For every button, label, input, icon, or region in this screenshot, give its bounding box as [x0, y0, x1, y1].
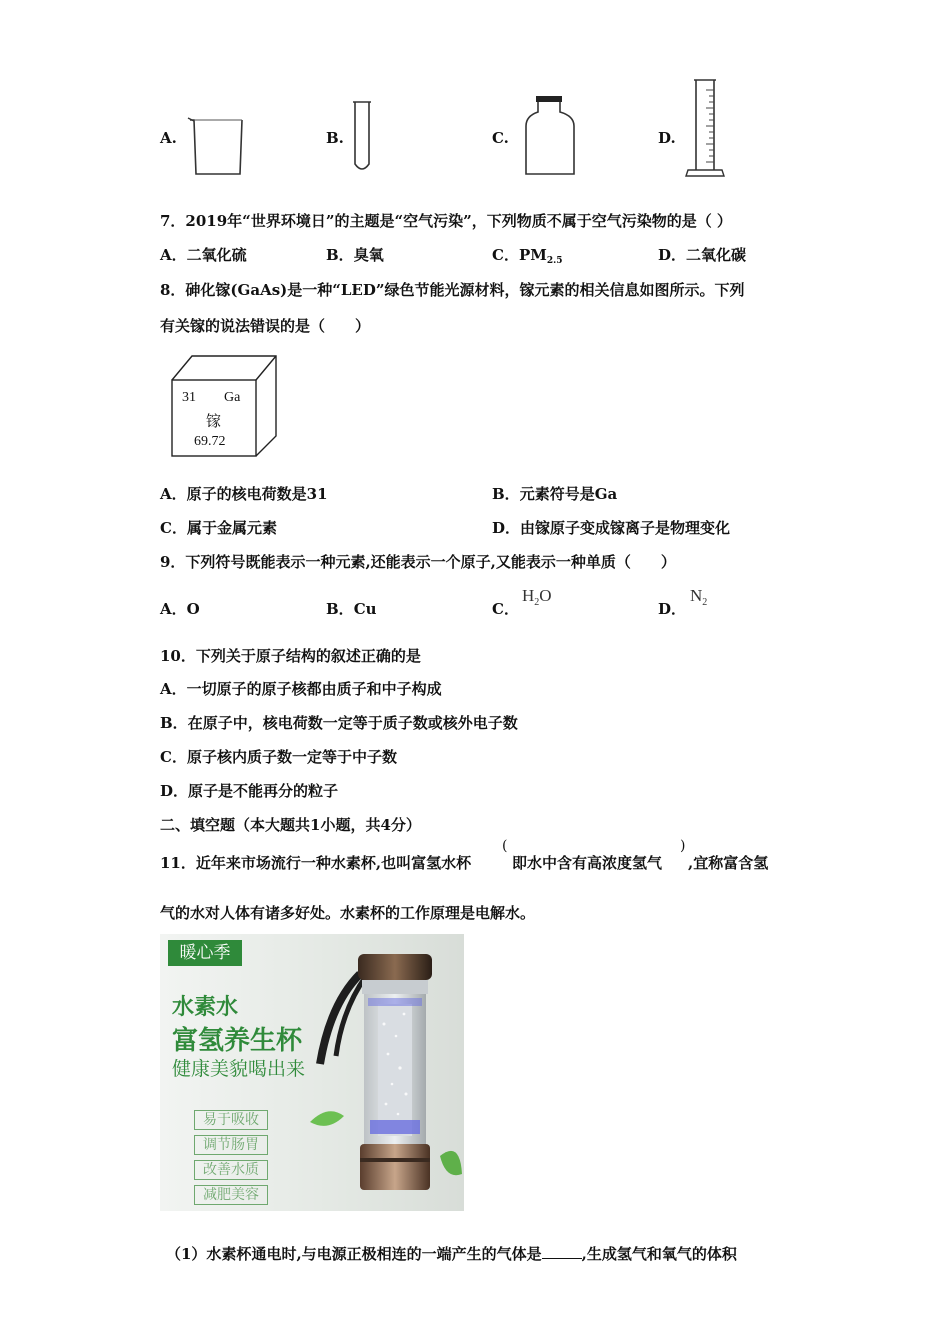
- option-text: 二氧化硫: [186, 246, 247, 264]
- q6-option-c-label[interactable]: C.: [492, 129, 509, 147]
- q10-option-b[interactable]: [160, 713, 518, 733]
- option-text: 属于金属元素: [186, 519, 277, 537]
- option-label: D．: [492, 519, 521, 537]
- hydrogen-cup-promo-image: [160, 934, 464, 1211]
- option-label: C．: [160, 519, 187, 537]
- graduated-cylinder-icon: [684, 76, 728, 180]
- q7-stem: 7．2019年“世界环境日”的主题是“空气污染”，下列物质不属于空气污染物的是（ ）: [160, 212, 732, 230]
- atomic-mass: 69.72: [194, 434, 226, 449]
- option-label: B．: [160, 714, 188, 732]
- option-label: B．: [492, 485, 520, 503]
- promo-title-3: 健康美貌喝出来: [172, 1058, 306, 1080]
- q7-option-d[interactable]: [658, 245, 746, 265]
- option-subscript: 2.5: [546, 256, 563, 266]
- q11-line1-b: 即水中含有高浓度氢气: [512, 854, 663, 872]
- q11-paren-close: ): [680, 838, 686, 854]
- option-label: A．: [160, 600, 187, 618]
- option-label: C．: [160, 748, 187, 766]
- q11-line1-c: ,宜称富含氢: [688, 854, 769, 872]
- promo-title-1: 水素水: [172, 995, 239, 1020]
- q9-option-b[interactable]: [326, 599, 377, 619]
- option-text: 一切原子的原子核都由质子和中子构成: [186, 680, 442, 698]
- q9-option-c[interactable]: [492, 599, 519, 619]
- q11-line2: 气的水对人体有诸多好处。水素杯的工作原理是电解水。: [160, 904, 536, 922]
- q9-option-c-formula: [522, 586, 552, 608]
- option-text: 二氧化碳: [686, 246, 747, 264]
- option-text: Cu: [353, 600, 377, 618]
- q7-option-c[interactable]: [492, 245, 563, 271]
- promo-badge: 暖心季: [168, 940, 242, 966]
- q11-paren-open: (: [502, 838, 508, 854]
- promo-title-2: 富氢养生杯: [172, 1026, 303, 1056]
- q9-option-d-formula: [690, 586, 707, 608]
- option-text: 臭氧: [353, 246, 384, 264]
- q10-option-c[interactable]: [160, 747, 397, 767]
- option-label: B．: [326, 246, 354, 264]
- q9-option-a[interactable]: [160, 599, 200, 619]
- option-text: 原子是不能再分的粒子: [188, 782, 339, 800]
- q8-option-d[interactable]: [492, 518, 730, 538]
- option-text: 原子的核电荷数是31: [186, 485, 328, 503]
- formula-subscript: 2: [534, 597, 540, 608]
- q8-stem-line2: 有关镓的说法错误的是（ ）: [160, 317, 371, 335]
- promo-feature: 改善水质: [194, 1160, 268, 1180]
- option-label: A．: [160, 485, 187, 503]
- q8-option-a[interactable]: [160, 484, 328, 504]
- option-label: D．: [160, 782, 189, 800]
- test-tube-icon: [350, 98, 374, 176]
- option-text: O: [186, 600, 200, 618]
- q6-option-d-label[interactable]: D.: [658, 129, 676, 147]
- option-label: D．: [658, 246, 687, 264]
- element-name: 镓: [206, 412, 222, 430]
- promo-feature: 易于吸收: [194, 1110, 268, 1130]
- option-label: C．: [492, 600, 519, 618]
- q9-option-d[interactable]: [658, 599, 686, 619]
- option-label: D．: [658, 600, 687, 618]
- atomic-number: 31: [182, 390, 196, 405]
- formula-element: N: [690, 586, 703, 605]
- promo-feature: 减肥美容: [194, 1185, 268, 1205]
- q8-option-b[interactable]: [492, 484, 617, 504]
- option-text: 元素符号是Ga: [519, 485, 618, 503]
- section-heading: 二、填空题（本大题共1小题，共4分）: [160, 816, 421, 834]
- beaker-icon: [186, 112, 246, 178]
- q8-option-c[interactable]: [160, 518, 277, 538]
- q8-stem-line1: 8．砷化镓(GaAs)是一种“LED”绿色节能光源材料，镓元素的相关信息如图所示。下列: [160, 281, 745, 299]
- q11-line1-a: 11．近年来市场流行一种水素杯,也叫富氢水杯: [160, 854, 472, 872]
- q7-option-a[interactable]: [160, 245, 247, 265]
- q11-sub1-text-a: （1）水素杯通电时,与电源正极相连的一端产生的气体是: [166, 1245, 542, 1263]
- hydrogen-cup-illustration: [300, 944, 464, 1211]
- answer-blank[interactable]: [542, 1244, 582, 1259]
- option-text: 由镓原子变成镓离子是物理变化: [520, 519, 731, 537]
- formula-subscript: 2: [702, 597, 708, 608]
- option-label: B．: [326, 600, 354, 618]
- option-label: A．: [160, 246, 187, 264]
- option-text: PM: [518, 246, 547, 264]
- option-label: C．: [492, 246, 519, 264]
- q10-option-a[interactable]: [160, 679, 442, 699]
- q9-stem: 9．下列符号既能表示一种元素,还能表示一个原子,又能表示一种单质（ ）: [160, 553, 676, 571]
- formula-element: H: [522, 586, 535, 605]
- promo-feature: 调节肠胃: [194, 1135, 268, 1155]
- q10-option-d[interactable]: [160, 781, 338, 801]
- q7-option-b[interactable]: [326, 245, 384, 265]
- q11-sub1: [166, 1244, 737, 1264]
- q6-option-b-label[interactable]: B.: [326, 129, 344, 147]
- q6-option-a-label[interactable]: A.: [160, 129, 177, 147]
- option-label: A．: [160, 680, 187, 698]
- element-symbol: Ga: [224, 390, 241, 405]
- q11-sub1-text-b: ,生成氢气和氧气的体积: [581, 1245, 737, 1263]
- formula-element: O: [539, 586, 552, 605]
- option-text: 在原子中，核电荷数一定等于质子数或核外电子数: [187, 714, 518, 732]
- reagent-bottle-icon: [522, 94, 578, 178]
- q10-stem: 10．下列关于原子结构的叙述正确的是: [160, 647, 421, 665]
- element-card-gallium: [168, 352, 280, 460]
- option-text: 原子核内质子数一定等于中子数: [186, 748, 397, 766]
